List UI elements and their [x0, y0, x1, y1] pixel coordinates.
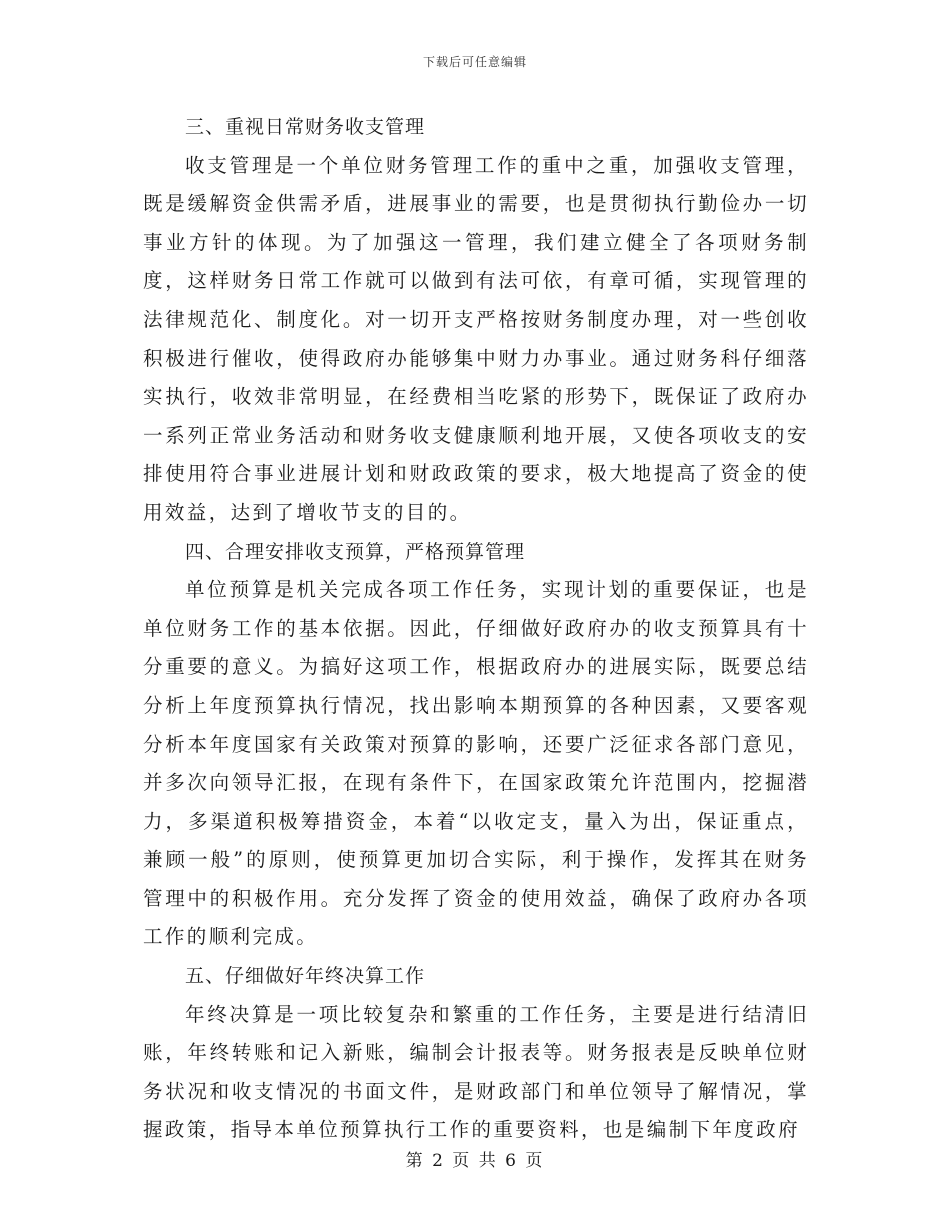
section-heading-4: 四、合理安排收支预算，严格预算管理	[185, 540, 526, 563]
page-number-footer: 第 2 页 共 6 页	[405, 1151, 545, 1171]
document-body	[143, 108, 809, 1150]
section-paragraph-5: 年终决算是一项比较复杂和繁重的工作任务，主要是进行结清旧账，年终转账和记入新账，编制会计报表等。财务报表是反映单位财务状况和收支情况的书面文件，是财政部门和单位领导了解情况，掌握政策，指导本单位预算执行工作的重要资料，也是编制下年度政府	[143, 1002, 809, 1142]
section-heading-3: 三、重视日常财务收支管理	[185, 116, 426, 138]
section-paragraph-3: 收支管理是一个单位财务管理工作的重中之重，加强收支管理，既是缓解资金供需矛盾，进展事业的需要，也是贯彻执行勤俭办一切事业方针的体现。为了加强这一管理，我们建立健全了各项财务制度，这样财务日常工作就可以做到有法可依，有章可循，实现管理的法律规范化、制度化。对一切开支严格按财务制度办理，对一些创收积极进行催收，使得政府办能够集中财力办事业。通过财务科仔细落实执行，收效非常明显，在经费相当吃紧的形势下，既保证了政府办一系列正常业务活动和财务收支健康顺利地开展，又使各项收支的安排使用符合事业进展计划和财政政策的要求，极大地提高了资金的使用效益，达到了增收节支的目的。	[143, 153, 809, 524]
section-heading-5: 五、仔细做好年终决算工作	[185, 965, 426, 988]
section-paragraph-4: 单位预算是机关完成各项工作任务，实现计划的重要保证，也是单位财务工作的基本依据。因此，仔细做好政府办的收支预算具有十分重要的意义。为搞好这项工作，根据政府办的进展实际，既要总结分析上年度预算执行情况，找出影响本期预算的各种因素，又要客观分析本年度国家有关政策对预算的影响，还要广泛征求各部门意见，并多次向领导汇报，在现有条件下，在国家政策允许范围内，挖掘潜力，多渠道积极筹措资金，本着“以收定支，量入为出，保证重点，兼顾一般”的原则，使预算更加切合实际，利于操作，发挥其在财务管理中的积极作用。充分发挥了资金的使用效益，确保了政府办各项工作的顺利完成。	[143, 578, 809, 949]
header-note: 下载后可任意编辑	[422, 55, 527, 69]
